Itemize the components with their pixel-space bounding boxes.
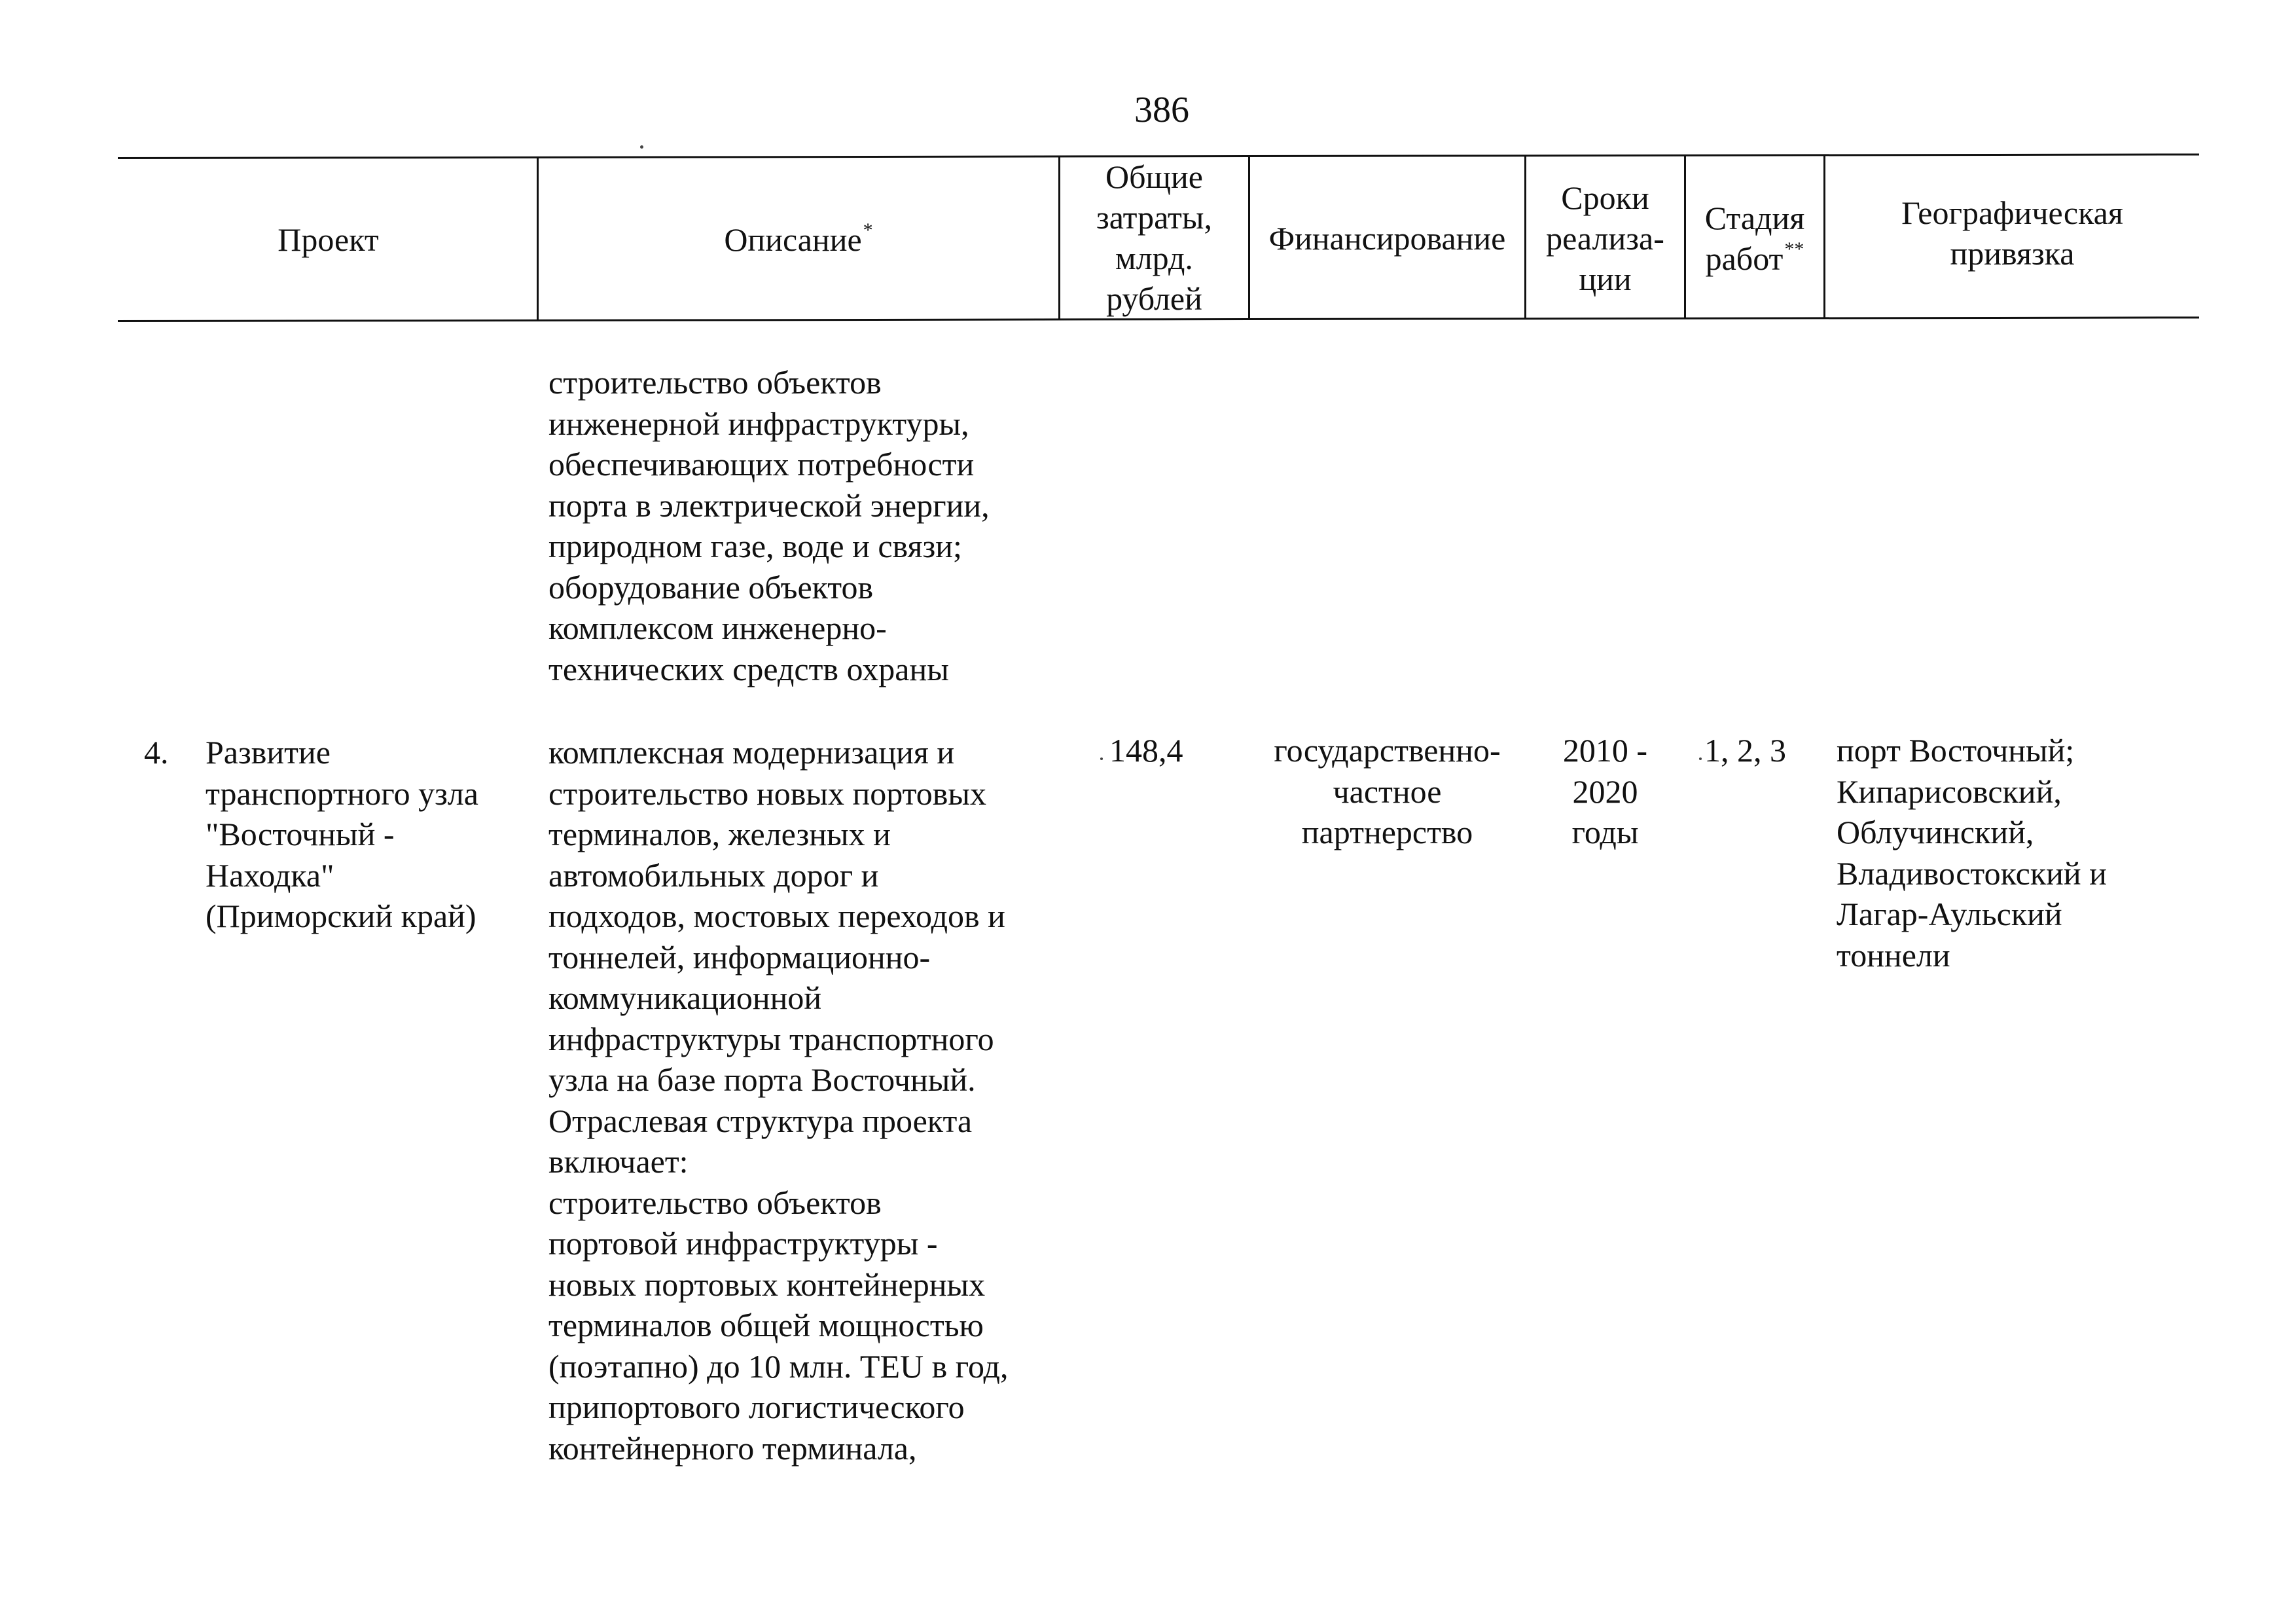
header-description-label: Описание	[724, 221, 862, 258]
row-timing: 2010 - 2020 годы	[1562, 732, 1648, 850]
scan-speck	[1100, 757, 1103, 760]
header-stage	[1686, 157, 1823, 319]
header-costs-label: Общие затраты, млрд. рублей	[1096, 158, 1212, 317]
header-description	[539, 160, 1058, 319]
header-financing-label: Финансирование	[1268, 220, 1506, 257]
row-stage: 1, 2, 3	[1704, 732, 1786, 769]
header-costs	[1060, 156, 1248, 319]
row-description: комплексная модернизация и строительство новых портовых терминалов, железных и автомобильных дорог и подходов, мостовых переходов и тоннелей, информационно- коммуникационной инфраструктуры транспортного узла на базе порта Восточный. Отраслевая структура проекта включает: строительство объектов портовой инфраструктуры - новых портовых контейнерных терминалов общей мощностью (поэтапно) до 10 млн. TEU в год, припортового логистического контейнерного терминала,	[548, 734, 1009, 1467]
header-geography-label: Географическая привязка	[1901, 194, 2123, 272]
header-project	[120, 160, 537, 319]
scan-speck	[1699, 757, 1702, 760]
header-financing	[1250, 157, 1524, 319]
header-geography	[1825, 156, 2199, 310]
header-stage-label: Стадия работ	[1704, 200, 1805, 277]
row-financing: государственно- частное партнерство	[1274, 732, 1501, 850]
continued-description: строительство объектов инженерной инфраструктуры, обеспечивающих потребности порта в электрической энергии, природном газе, воде и связи; оборудование объектов комплексом инженерно- технических средств охраны	[548, 364, 990, 687]
row-costs: 148,4	[1109, 732, 1183, 769]
header-project-label: Проект	[278, 221, 379, 258]
row-geography: порт Восточный; Кипарисовский, Облучинский, Владивостокский и Лагар-Аульский тоннели	[1837, 732, 2107, 974]
row-project: Развитие транспортного узла "Восточный - Находка" (Приморский край)	[206, 734, 478, 934]
page-number: 386	[1134, 90, 1189, 130]
header-timing	[1526, 157, 1684, 319]
header-timing-label: Сроки реализа- ции	[1546, 179, 1664, 297]
row-number: 4.	[144, 734, 169, 771]
scan-speck	[640, 145, 643, 149]
header-stage-footnote-mark: **	[1784, 238, 1804, 260]
header-description-footnote-mark: *	[863, 219, 873, 241]
